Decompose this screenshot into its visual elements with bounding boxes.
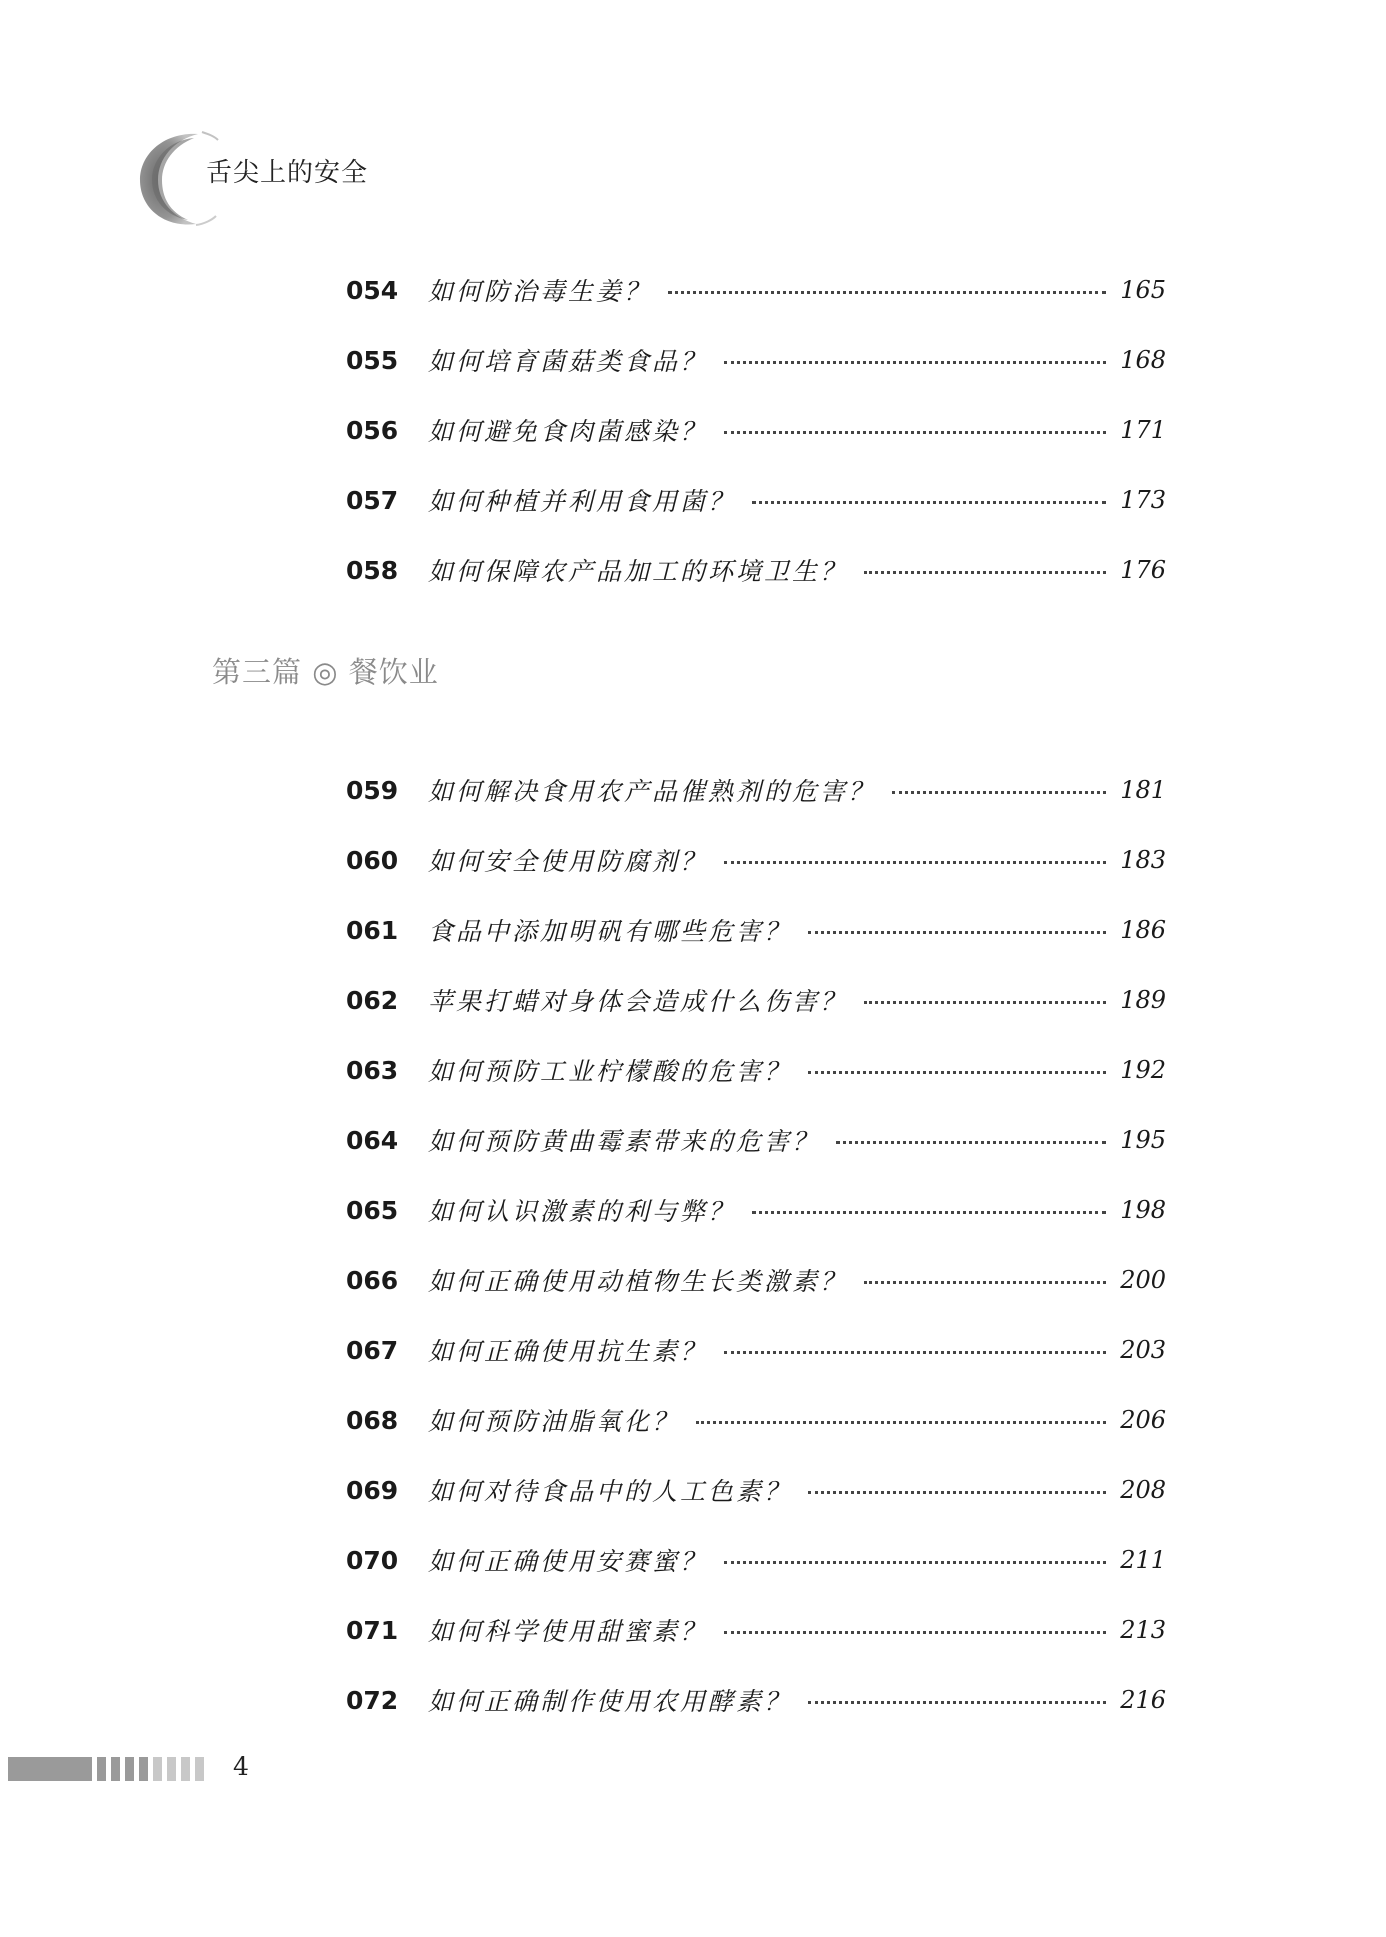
toc-entry-title: 如何防治毒生姜？ (428, 277, 653, 306)
toc-entry-title: 如何正确使用抗生素？ (428, 1337, 709, 1366)
toc-entry (346, 825, 1166, 895)
footer-bar-segment (167, 1757, 176, 1781)
dot-leader (724, 361, 1106, 364)
part-heading: 第三篇 ◎ 餐饮业 (212, 655, 439, 689)
toc-entry-page: 208 (1120, 1476, 1166, 1504)
toc-entry-page: 173 (1120, 486, 1166, 514)
toc-entry (346, 255, 1166, 325)
dot-leader (724, 861, 1106, 864)
toc-entry-title: 如何认识激素的利与弊？ (428, 1197, 737, 1226)
footer-decoration-bar (8, 1757, 204, 1781)
book-title: 舌尖上的安全 (206, 158, 369, 188)
toc-entry-title: 如何安全使用防腐剂？ (428, 847, 709, 876)
toc-entry (346, 1315, 1166, 1385)
toc-entry-number: 069 (346, 1475, 399, 1505)
toc-entry-number: 072 (346, 1685, 399, 1715)
dot-leader (724, 431, 1106, 434)
dot-leader (724, 1561, 1106, 1564)
toc-entry-number: 057 (346, 485, 399, 515)
toc-entry-page: 165 (1120, 276, 1166, 304)
toc-entry (346, 1595, 1166, 1665)
toc-entry-number: 065 (346, 1195, 399, 1225)
toc-entry-page: 206 (1120, 1406, 1166, 1434)
toc-entry-number: 059 (346, 775, 399, 805)
toc-entry-number: 068 (346, 1405, 399, 1435)
footer-solid-block (8, 1757, 92, 1781)
toc-entry-page: 195 (1120, 1126, 1166, 1154)
dot-leader (808, 931, 1106, 934)
footer-bar-segment (97, 1757, 106, 1781)
dot-leader (864, 1281, 1106, 1284)
toc-entry-number: 061 (346, 915, 399, 945)
toc-entry-number: 058 (346, 555, 399, 585)
toc-entry-title: 如何预防工业柠檬酸的危害？ (428, 1057, 793, 1086)
toc-entry (346, 1385, 1166, 1455)
toc-entry-number: 060 (346, 845, 399, 875)
toc-entry-title: 苹果打蜡对身体会造成什么伤害？ (428, 987, 849, 1016)
toc-entry-number: 067 (346, 1335, 399, 1365)
toc-entry (346, 895, 1166, 965)
toc-entry-page: 200 (1120, 1266, 1166, 1294)
dot-leader (836, 1141, 1106, 1144)
toc-entry (346, 1525, 1166, 1595)
toc-entry (346, 465, 1166, 535)
toc-entry-page: 198 (1120, 1196, 1166, 1224)
toc-entry-page: 192 (1120, 1056, 1166, 1084)
toc-entry-page: 181 (1120, 776, 1166, 804)
footer-bar-segment (153, 1757, 162, 1781)
toc-entry-title: 如何对待食品中的人工色素？ (428, 1477, 793, 1506)
toc-entry-title: 如何正确使用动植物生长类激素？ (428, 1267, 849, 1296)
toc-entry-page: 186 (1120, 916, 1166, 944)
page-number: 4 (233, 1752, 249, 1781)
dot-leader (752, 1211, 1106, 1214)
toc-entry-number: 055 (346, 345, 399, 375)
toc-list-part-two-end (346, 255, 1166, 605)
toc-entry-title: 如何培育菌菇类食品？ (428, 347, 709, 376)
dot-leader (668, 291, 1106, 294)
toc-entry-page: 211 (1120, 1546, 1166, 1574)
toc-entry-title: 如何种植并利用食用菌？ (428, 487, 737, 516)
dot-leader (808, 1071, 1106, 1074)
dot-leader (724, 1351, 1106, 1354)
dot-leader (808, 1491, 1106, 1494)
dot-leader (724, 1631, 1106, 1634)
toc-entry-number: 063 (346, 1055, 399, 1085)
toc-entry (346, 325, 1166, 395)
toc-entry-title: 如何科学使用甜蜜素？ (428, 1617, 709, 1646)
toc-list-part-three (346, 755, 1166, 1735)
toc-entry-title: 如何保障农产品加工的环境卫生？ (428, 557, 849, 586)
footer-bar-segment (139, 1757, 148, 1781)
footer-bar-segment (181, 1757, 190, 1781)
running-header (136, 128, 456, 228)
toc-entry-number: 070 (346, 1545, 399, 1575)
toc-entry (346, 395, 1166, 465)
toc-entry (346, 1245, 1166, 1315)
toc-entry-page: 189 (1120, 986, 1166, 1014)
toc-entry (346, 755, 1166, 825)
toc-entry-page: 216 (1120, 1686, 1166, 1714)
toc-entry-page: 171 (1120, 416, 1166, 444)
toc-entry (346, 535, 1166, 605)
footer-bar-segment (125, 1757, 134, 1781)
toc-entry-number: 056 (346, 415, 399, 445)
dot-leader (696, 1421, 1106, 1424)
toc-entry-title: 食品中添加明矾有哪些危害？ (428, 917, 793, 946)
toc-entry (346, 1175, 1166, 1245)
toc-entry (346, 1035, 1166, 1105)
dot-leader (864, 571, 1106, 574)
toc-entry-page: 213 (1120, 1616, 1166, 1644)
footer-bar-segment (111, 1757, 120, 1781)
dot-leader (752, 501, 1106, 504)
toc-entry-title: 如何避免食肉菌感染？ (428, 417, 709, 446)
toc-entry (346, 1105, 1166, 1175)
toc-entry-number: 066 (346, 1265, 399, 1295)
toc-entry-title: 如何预防黄曲霉素带来的危害？ (428, 1127, 821, 1156)
toc-entry-title: 如何预防油脂氧化？ (428, 1407, 681, 1436)
toc-entry (346, 1665, 1166, 1735)
toc-entry-title: 如何正确制作使用农用酵素？ (428, 1687, 793, 1716)
dot-leader (808, 1701, 1106, 1704)
toc-entry-title: 如何正确使用安赛蜜？ (428, 1547, 709, 1576)
footer-bar-segment (195, 1757, 204, 1781)
toc-entry-page: 203 (1120, 1336, 1166, 1364)
toc-entry-title: 如何解决食用农产品催熟剂的危害？ (428, 777, 877, 806)
toc-entry-number: 071 (346, 1615, 399, 1645)
toc-entry-number: 062 (346, 985, 399, 1015)
dot-leader (864, 1001, 1106, 1004)
toc-entry-page: 176 (1120, 556, 1166, 584)
toc-entry-page: 183 (1120, 846, 1166, 874)
toc-entry-page: 168 (1120, 346, 1166, 374)
toc-entry (346, 1455, 1166, 1525)
toc-entry (346, 965, 1166, 1035)
dot-leader (892, 791, 1106, 794)
toc-entry-number: 064 (346, 1125, 399, 1155)
toc-entry-number: 054 (346, 275, 399, 305)
